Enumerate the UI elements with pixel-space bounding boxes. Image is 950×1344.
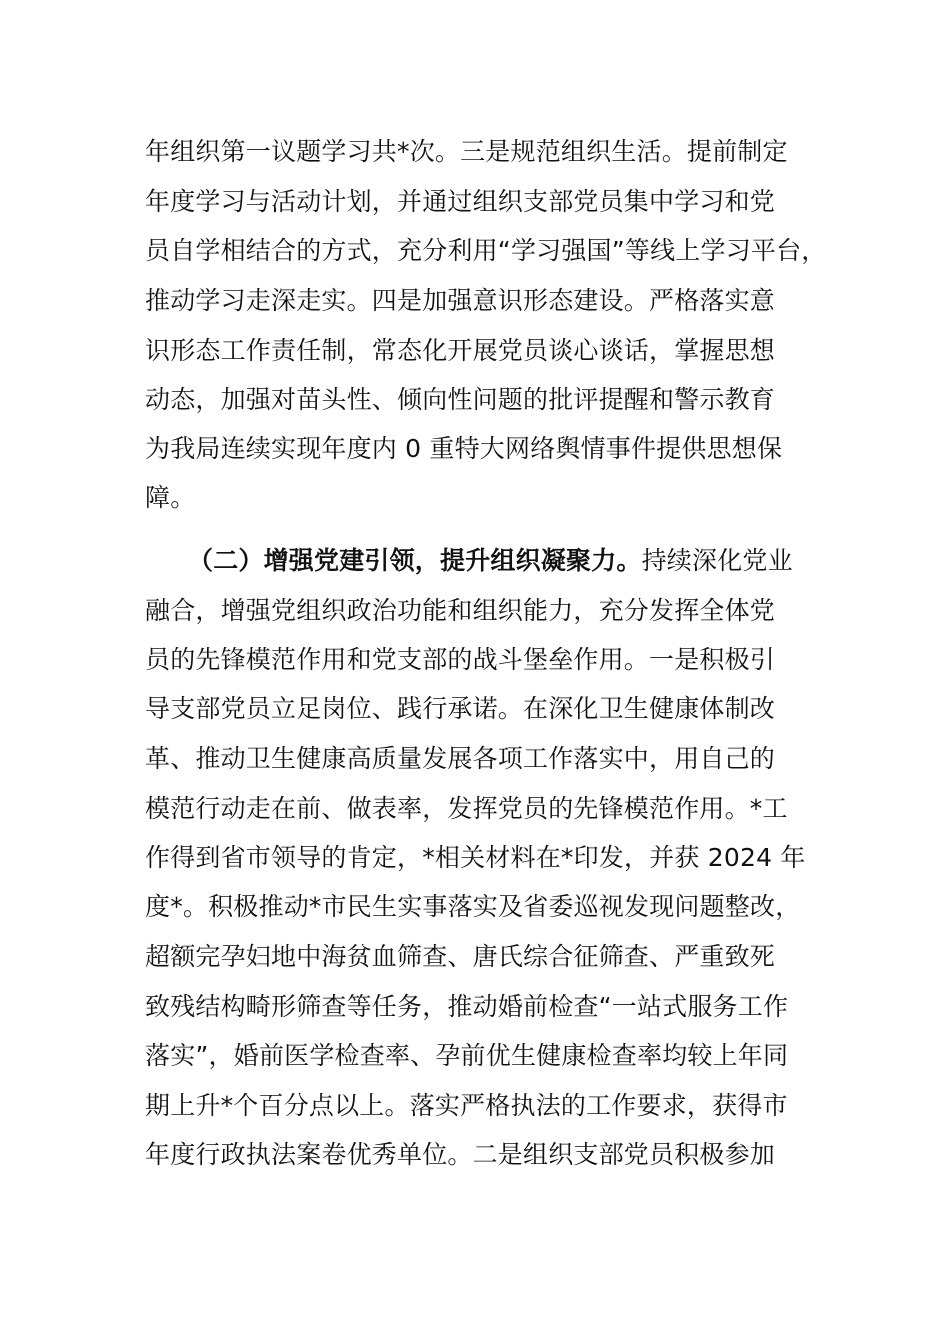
paragraph-line: 期上升*个百分点以上。落实严格执法的工作要求，获得市 bbox=[145, 1091, 788, 1120]
paragraph-line: 度*。积极推动*市民生实事落实及省委巡视发现问题整改， bbox=[145, 892, 801, 921]
paragraph-line: 超额完孕妇地中海贫血筛查、唐氏综合征筛查、严重致死 bbox=[145, 942, 776, 971]
paragraph-line: 革、推动卫生健康高质量发展各项工作落实中，用自己的 bbox=[145, 744, 776, 773]
paragraph-line: 动态，加强对苗头性、倾向性问题的批评提醒和警示教育 bbox=[145, 385, 776, 414]
paragraph-line: 员的先锋模范作用和党支部的战斗堡垒作用。一是积极引 bbox=[145, 645, 776, 674]
paragraph-line: 员自学相结合的方式，充分利用“学习强国”等线上学习平台， bbox=[145, 236, 827, 265]
paragraph-line: 障。 bbox=[145, 483, 196, 512]
paragraph-line: 为我局连续实现年度内 0 重特大网络舆情事件提供思想保 bbox=[145, 434, 783, 463]
heading-line-rest: 持续深化党业 bbox=[641, 546, 793, 575]
paragraph-line: 作得到省市领导的肯定，*相关材料在*印发，并获 2024 年 bbox=[145, 843, 806, 872]
paragraph-line: 年度学习与活动计划，并通过组织支部党员集中学习和党 bbox=[145, 187, 776, 216]
paragraph-line: 致残结构畸形筛查等任务，推动婚前检查“一站式服务工作 bbox=[145, 992, 789, 1021]
paragraph-line: 年组织第一议题学习共*次。三是规范组织生活。提前制定 bbox=[145, 137, 788, 166]
paragraph-line: 模范行动走在前、做表率，发挥党员的先锋模范作用。*工 bbox=[145, 794, 788, 823]
paragraph-line: 识形态工作责任制，常态化开展党员谈心谈话，掌握思想 bbox=[145, 336, 776, 365]
section-heading: （二）增强党建引领，提升组织凝聚力。 bbox=[188, 546, 642, 575]
paragraph-line: 落实”，婚前医学检查率、孕前优生健康检查率均较上年同 bbox=[145, 1041, 789, 1070]
section-heading-line bbox=[188, 544, 793, 578]
paragraph-line: 年度行政执法案卷优秀单位。二是组织支部党员积极参加 bbox=[145, 1140, 776, 1169]
paragraph-line: 融合，增强党组织政治功能和组织能力，充分发挥全体党 bbox=[145, 596, 776, 625]
paragraph-line: 推动学习走深走实。四是加强意识形态建设。严格落实意 bbox=[145, 286, 776, 315]
paragraph-line: 导支部党员立足岗位、践行承诺。在深化卫生健康体制改 bbox=[145, 694, 776, 723]
